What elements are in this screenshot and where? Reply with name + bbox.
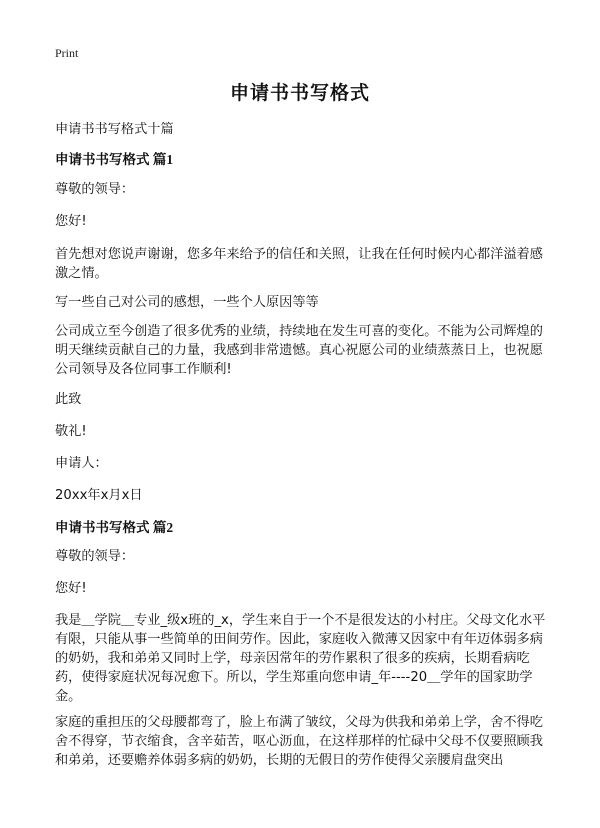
print-link[interactable]: Print xyxy=(55,46,79,60)
section1-closing2: 敬礼! xyxy=(55,424,87,439)
section1-date: 20xx年x月x日 xyxy=(55,488,143,503)
section2-greeting: 您好! xyxy=(55,581,87,596)
page-title: 申请书书写格式 xyxy=(229,82,370,104)
section1-closing1: 此致 xyxy=(55,392,82,407)
section1-applicant: 申请人： xyxy=(55,456,108,471)
section1-para3: 公司成立至今创造了很多优秀的业绩，持续地在发生可喜的变化。不能为公司辉煌的明天继续贡献自己的力量，我感到非常遗憾。真心祝愿公司的业绩蒸蒸日上，也祝愿公司领导及各位同事工作顺利! xyxy=(55,324,543,377)
section1-salutation: 尊敬的领导： xyxy=(55,182,135,197)
subtitle: 申请书书写格式十篇 xyxy=(55,122,174,137)
section1-para1: 首先想对您说声谢谢，您多年来给予的信任和关照，让我在任何时候内心都洋溢着感激之情。 xyxy=(55,247,543,281)
section1-para2: 写一些自己对公司的感想，一些个人原因等等 xyxy=(55,295,319,310)
section2-para1: 我是＿学院＿专业_级x班的_x，学生来自于一个不是很发达的小村庄。父母文化水平有限，只能从事一些简单的田间劳作。因此，家庭收入微薄又因家中有年迈体弱多病的奶奶，我和弟弟又同时上学，母亲因常年的劳作累积了很多的疾病，长期看病吃药，使得家庭状况每况愈下。所以，学生郑重向您申请_年----20＿学年的国家助学金。 xyxy=(55,613,546,704)
section2-salutation: 尊敬的领导： xyxy=(55,549,135,564)
section1-heading: 申请书书写格式 篇1 xyxy=(55,152,174,167)
section1-greeting: 您好! xyxy=(55,214,87,229)
section2-para2: 家庭的重担压的父母腰都弯了，脸上布满了皱纹，父母为供我和弟弟上学，舍不得吃舍不得穿，节衣缩食，含辛茹苦，呕心沥血，在这样那样的忙碌中父母不仅要照顾我和弟弟，还要赡养体弱多病的奶奶，长期的无假日的劳作使得父亲腰肩盘突出 xyxy=(55,715,543,768)
section2-heading: 申请书书写格式 篇2 xyxy=(55,520,174,535)
